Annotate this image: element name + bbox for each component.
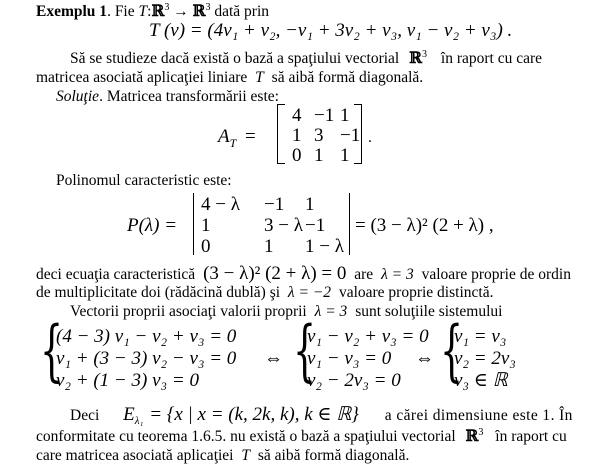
matrix-cell-r1-c2: −1	[314, 105, 335, 126]
matrix-cell-r2-c3: −1	[340, 125, 361, 146]
system3-eq-1: v₁ = v₃	[454, 326, 507, 347]
det-cell-r2-c1: 1	[201, 215, 211, 236]
problem-line-2: matricea asociată aplicaţiei liniare T să aibă formă diagonală.	[36, 69, 424, 86]
matrix-cell-r3-c2: 1	[314, 145, 324, 166]
matrix-cell-r3-c3: 1	[340, 145, 350, 166]
det-cell-r1-c2: −1	[264, 194, 285, 215]
system1-eq-3: v₂ + (1 − 3) v₃ = 0	[56, 370, 199, 391]
solution-label: Soluţie	[56, 88, 100, 105]
system2-brace: {	[293, 312, 317, 389]
matrix-period: .	[368, 129, 372, 146]
det-left-bar	[193, 193, 194, 255]
det-cell-r2-c2: 3 − λ	[264, 215, 303, 236]
map-definition: T (v) = (4v₁ + v₂, −v₁ + 3v₂ + v₃, v₁ − v₂ + v₃) .	[149, 20, 513, 41]
det-cell-r3-c2: 1	[264, 236, 274, 257]
conclusion-line-3: care matricea asociată aplicaţiei T să aibă formă diagonală.	[36, 447, 410, 464]
matrix-cell-r3-c1: 0	[292, 145, 302, 166]
eigen-line-1: deci ecuaţia caracteristică (3 − λ)² (2 + λ) = 0 are λ = 3 valoare proprie de ordin	[36, 263, 571, 284]
example-header: Exemplu 1. Fie T:ℝ$^3$ → ℝ$^3$ dată prin	[36, 1, 270, 21]
matrix-cell-r2-c2: 3	[314, 125, 324, 146]
matrix-cell-r1-c1: 4	[292, 105, 302, 126]
conclusion-line-1: Deci $E_{\lambda_1} = \{x$ | x = (k, 2k, k), k ∈ ℝ} a cărei dimensiune este 1. În	[70, 404, 573, 428]
system3-eq-2: v₂ = 2v₃	[454, 348, 516, 369]
det-cell-r1-c3: 1	[305, 194, 315, 215]
system1-brace: {	[40, 312, 64, 389]
det-cell-r1-c1: 4 − λ	[201, 194, 240, 215]
system3-eq-3: v₃ ∈ ℝ	[454, 370, 508, 391]
matrix-cell-r2-c1: 1	[292, 125, 302, 146]
matrix-name: $A_T$ =	[218, 126, 256, 150]
det-right-bar	[349, 193, 350, 255]
eigen-line-3: Vectorii proprii asociaţi valorii proprii λ = 3 sunt soluţiile sistemului	[70, 303, 503, 320]
iff-1: ⇔	[264, 348, 283, 369]
iff-2: ⇔	[415, 348, 434, 369]
solution-line: Soluţie. Matricea transformării este:	[56, 88, 279, 105]
system2-eq-3: v₂ − 2v₃ = 0	[307, 370, 401, 391]
system3-brace: {	[440, 312, 464, 389]
problem-line-1: Să se studieze dacă există o bază a spaţiului vectorial ℝ$^3$ în raport cu care	[70, 48, 543, 68]
charpoly-lhs: P(λ) =	[127, 215, 178, 236]
det-cell-r2-c3: −1	[305, 215, 326, 236]
conclusion-line-2: conformitate cu teorema 1.6.5. nu există o bază a spaţiului vectorial ℝ$^3$ în raport cu	[36, 426, 567, 446]
example-title: Exemplu 1	[36, 3, 108, 21]
system2-eq-1: v₁ − v₂ + v₃ = 0	[307, 326, 429, 347]
eigen-line-2: de multiplicitate doi (rădăcină dublă) şi λ = −2 valoare proprie distinctă.	[36, 284, 494, 301]
matrix-left-bracket	[277, 104, 285, 164]
system1-eq-2: v₁ + (3 − 3) v₂ − v₃ = 0	[56, 348, 237, 369]
charpoly-intro: Polinomul caracteristic este:	[56, 172, 232, 189]
det-cell-r3-c1: 0	[201, 236, 211, 257]
system1-eq-1: (4 − 3) v₁ − v₂ + v₃ = 0	[56, 326, 237, 347]
system2-eq-2: v₁ − v₃ = 0	[307, 348, 392, 369]
matrix-cell-r1-c3: 1	[340, 105, 350, 126]
charpoly-rhs: = (3 − λ)² (2 + λ) ,	[355, 215, 494, 236]
det-cell-r3-c3: 1 − λ	[305, 236, 344, 257]
